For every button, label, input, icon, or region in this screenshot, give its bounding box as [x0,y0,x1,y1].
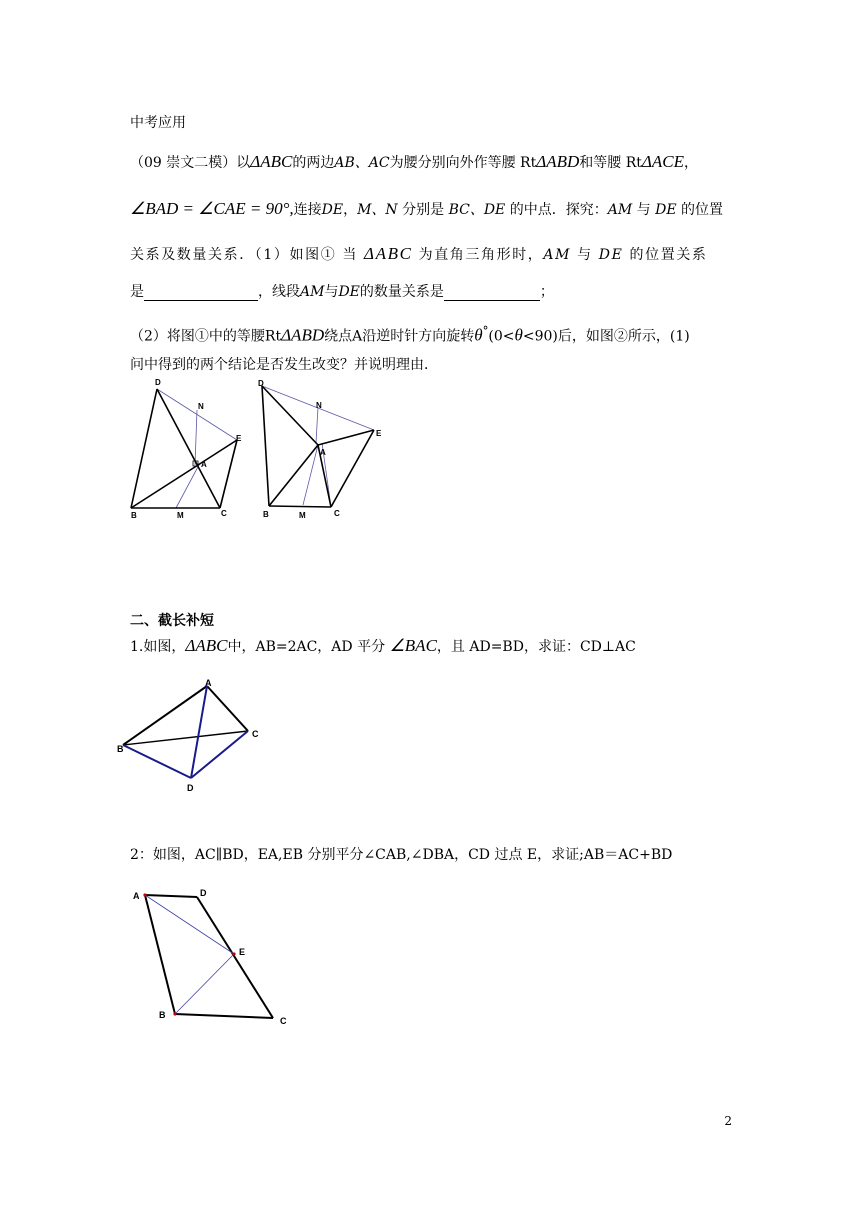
fig2-label-e: E [376,429,382,438]
q2-label-a: A [133,891,140,901]
section-heading: 中考应用 [130,115,186,131]
question-1: 1.如图，ΔABC中，AB=2AC，AD 平分 ∠BAC，且 AD=BD，求证：CD⊥AC [130,636,636,655]
q1-label-d: D [187,783,194,793]
problem-line-6: 问中得到的两个结论是否发生改变？并说明理由． [130,357,438,373]
q1-label-c: C [252,729,259,739]
fig1-label-d: D [155,378,161,387]
q1-figure [123,686,248,778]
fig1-label-n: N [198,402,204,411]
q2-figure [143,893,273,1018]
problem-line-5: （2）将图①中的等腰RtΔABD绕点A沿逆时针方向旋转θ°(0<θ<90)后，如图②所示，(1) [130,324,690,345]
figure-1-thick-lines [131,389,237,508]
section2-heading: 二、截长补短 [130,613,214,629]
problem-line-1: （09 崇文二模）以ΔABC的两边AB、AC为腰分别向外作等腰 RtΔABD和等腰 RtΔACE， [130,152,698,171]
problem-line-2: ∠BAD = ∠CAE = 90°,连接DE，M、N 分别是 BC、DE 的中点．探究：AM 与 DE 的位置 [130,199,724,218]
q2-label-e: E [239,947,246,957]
q2-label-d: D [200,888,207,898]
fig2-label-m: M [299,511,306,520]
fig2-label-d: D [258,379,264,388]
fig1-label-c: C [221,509,227,518]
fig1-label-b: B [131,511,137,520]
fig1-label-m: M [177,511,184,520]
q1-label-a: A [205,678,212,688]
q1-label-b: B [117,744,124,754]
fig1-label-a: A [201,460,207,469]
fig1-label-e: E [236,434,242,443]
q2-label-b: B [159,1010,166,1020]
fig2-label-n: N [316,401,322,410]
fig2-label-a: A [320,448,326,457]
fig2-label-b: B [263,510,269,519]
q2-label-c: C [280,1016,287,1026]
question-2: 2：如图，AC∥BD，EA,EB 分别平分∠CAB,∠DBA，CD 过点 E，求证;AB＝AC+BD [130,847,673,863]
problem-line-4: 是 ，线段AM与DE的数量关系是 ； [130,284,554,300]
fig2-label-c: C [334,509,340,518]
problem-line-3: 关系及数量关系．（1）如图① 当 ΔABC 为直角三角形时，AM 与 DE 的位置关系 [130,244,708,263]
page-number: 2 [724,1114,732,1128]
